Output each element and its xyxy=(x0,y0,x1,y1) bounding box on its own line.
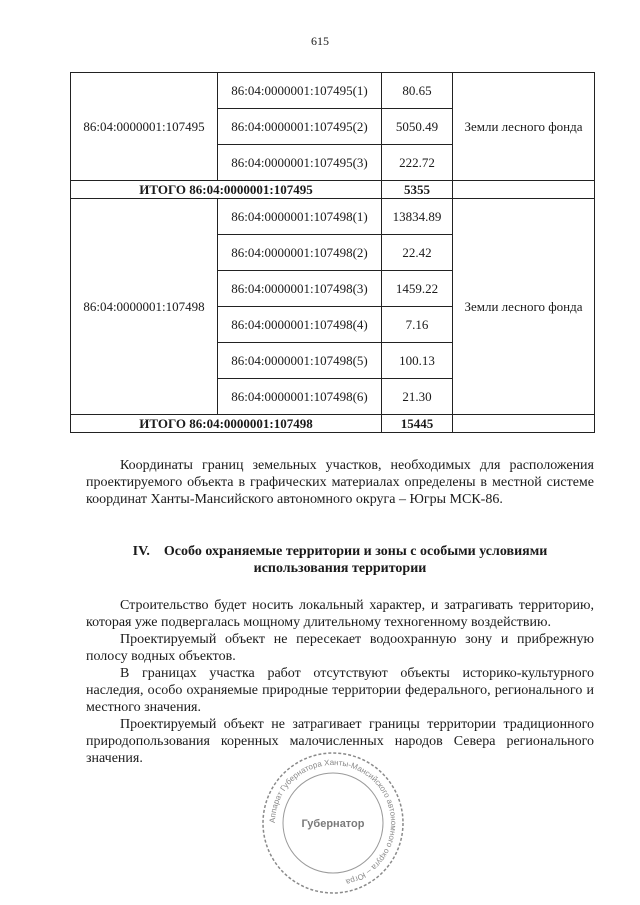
sub-parcel-area: 5050.49 xyxy=(382,109,453,145)
total-row xyxy=(71,181,595,199)
body-paragraph: Проектируемый объект не затрагивает границы территории традиционного природопользования коренных малочисленных народов Севера регионального значения. xyxy=(86,717,594,766)
land-category: Земли лесного фонда xyxy=(453,199,595,415)
sub-parcel-area: 80.65 xyxy=(382,73,453,109)
section-title-line-1: Особо охраняемые территории и зоны с особыми условиями xyxy=(163,544,548,559)
section-number: IV. xyxy=(132,544,150,559)
table-row xyxy=(71,73,595,109)
sub-parcel-id: 86:04:0000001:107498(4) xyxy=(218,307,382,343)
sub-parcel-area: 1459.22 xyxy=(382,271,453,307)
body-paragraph: Строительство будет носить локальный характер, и затрагивать территорию, которая уже подвергалась мощному длительному техногенному воздействию. xyxy=(86,598,594,630)
sub-parcel-id: 86:04:0000001:107495(2) xyxy=(218,109,382,145)
body-paragraph: В границах участка работ отсутствуют объекты историко-культурного наследия, особо охраняемые природные территории федерального, регионального и местного значения. xyxy=(86,666,594,715)
total-row xyxy=(71,415,595,433)
sub-parcel-id: 86:04:0000001:107495(1) xyxy=(218,73,382,109)
stamp-center-text: Губернатор xyxy=(301,818,365,830)
parent-parcel-id: 86:04:0000001:107498 xyxy=(71,199,218,415)
total-label: ИТОГО 86:04:0000001:107495 xyxy=(71,181,382,199)
section-heading-line-1 xyxy=(86,543,594,560)
total-empty-cell xyxy=(453,181,595,199)
total-empty-cell xyxy=(453,415,595,433)
total-value: 15445 xyxy=(382,415,453,433)
coordinates-paragraph: Координаты границ земельных участков, необходимых для расположения проектируемого объекта в графических материалах определены в местной системе координат Ханты-Мансийского автономного округа – Югры МСК-86. xyxy=(86,458,594,507)
section-title-line-2: использования территории xyxy=(253,561,427,576)
page-number: 615 xyxy=(311,34,329,48)
parent-parcel-id: 86:04:0000001:107495 xyxy=(71,73,218,181)
land-category: Земли лесного фонда xyxy=(453,73,595,181)
stamp-ring-text: Аппарат Губернатора Ханты-Мансийского автономного округа – Югра xyxy=(267,757,399,887)
sub-parcel-id: 86:04:0000001:107498(6) xyxy=(218,379,382,415)
parcel-table xyxy=(70,72,595,433)
sub-parcel-id: 86:04:0000001:107498(2) xyxy=(218,235,382,271)
sub-parcel-area: 22.42 xyxy=(382,235,453,271)
sub-parcel-area: 100.13 xyxy=(382,343,453,379)
section-heading xyxy=(86,543,594,577)
governor-stamp xyxy=(258,748,408,898)
total-label: ИТОГО 86:04:0000001:107498 xyxy=(71,415,382,433)
table-row xyxy=(71,199,595,235)
sub-parcel-area: 222.72 xyxy=(382,145,453,181)
section-body xyxy=(86,597,594,767)
coordinates-text-block xyxy=(86,457,594,508)
sub-parcel-id: 86:04:0000001:107498(1) xyxy=(218,199,382,235)
sub-parcel-area: 13834.89 xyxy=(382,199,453,235)
sub-parcel-area: 21.30 xyxy=(382,379,453,415)
sub-parcel-id: 86:04:0000001:107495(3) xyxy=(218,145,382,181)
sub-parcel-area: 7.16 xyxy=(382,307,453,343)
total-value: 5355 xyxy=(382,181,453,199)
body-paragraph: Проектируемый объект не пересекает водоохранную зону и прибрежную полосу водных объектов. xyxy=(86,632,594,664)
sub-parcel-id: 86:04:0000001:107498(3) xyxy=(218,271,382,307)
sub-parcel-id: 86:04:0000001:107498(5) xyxy=(218,343,382,379)
